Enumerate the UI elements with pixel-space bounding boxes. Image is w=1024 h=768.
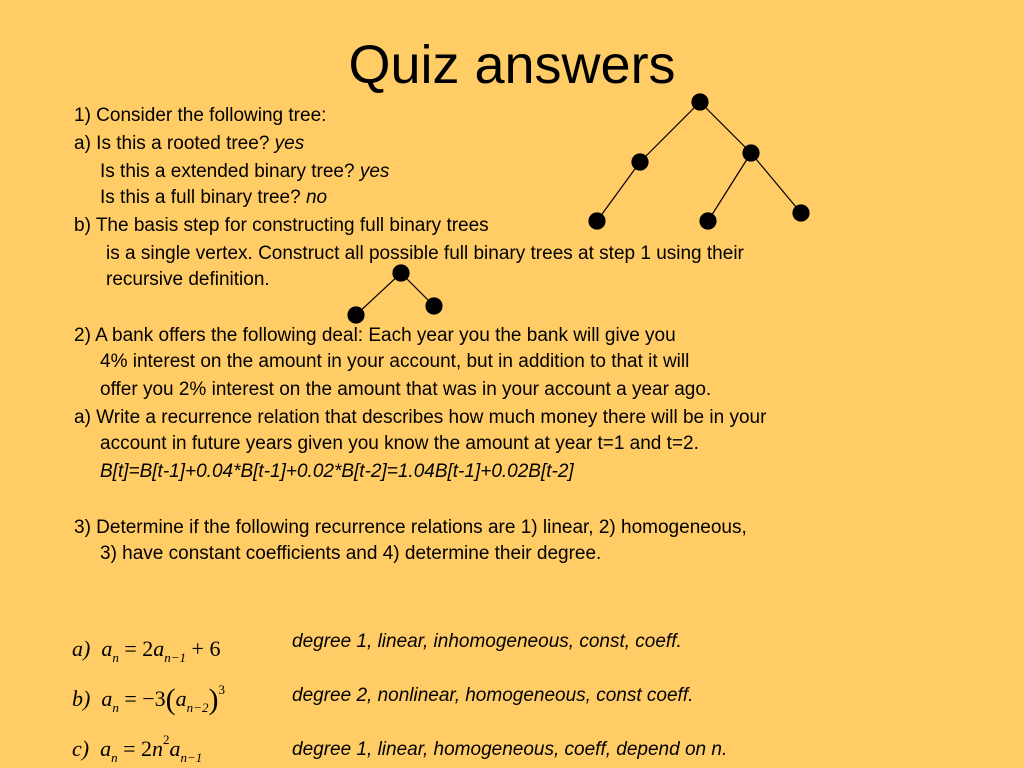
equation-variable: a xyxy=(175,686,187,711)
equation-lhs: a xyxy=(101,686,113,711)
tree-edge xyxy=(356,273,401,315)
q1-b-line1: b) The basis step for constructing full binary trees xyxy=(74,215,489,236)
q1-a-rooted-answer: yes xyxy=(274,133,305,154)
q2-answer: B[t]=B[t-1]+0.04*B[t-1]+0.02*B[t-2]=1.04B[t-1]+0.02B[t-2] xyxy=(100,461,574,482)
tree-edge xyxy=(708,153,751,221)
left-paren: ( xyxy=(165,683,176,716)
equation-variable: a xyxy=(169,736,181,761)
q2-line2: 4% interest on the amount in your account, but in addition to that it will xyxy=(100,351,690,372)
tree-root-node xyxy=(692,94,708,110)
equals-sign: = xyxy=(124,636,137,661)
q3-line2: 3) have constant coefficients and 4) determine their degree. xyxy=(100,543,602,564)
equation-variable-subscript: n−2 xyxy=(186,700,209,715)
equation-label: b) xyxy=(72,686,91,711)
tree-edge xyxy=(640,102,700,162)
tree-root-node xyxy=(393,265,409,281)
equation-b xyxy=(72,684,225,715)
equation-b-answer: degree 2, nonlinear, homogeneous, const coeff. xyxy=(292,685,694,706)
tree-edge xyxy=(700,102,751,153)
equation-variable-subscript: n−1 xyxy=(164,650,187,665)
equation-power: 3 xyxy=(218,682,225,697)
q1-a-full-question: Is this a full binary tree? xyxy=(100,187,306,208)
equation-coefficient: −3 xyxy=(142,686,166,711)
tree-node xyxy=(743,145,759,161)
equation-lhs: a xyxy=(100,736,112,761)
equation-c xyxy=(72,734,202,764)
step1-tree xyxy=(348,265,442,323)
equation-n-variable: n xyxy=(152,736,164,761)
equation-coefficient: 2 xyxy=(142,636,154,661)
slide-title: Quiz answers xyxy=(348,35,676,95)
tree-leaf-node xyxy=(589,213,605,229)
q2-a-line1: a) Write a recurrence relation that describes how much money there will be in your xyxy=(74,407,767,428)
q3-line1: 3) Determine if the following recurrence relations are 1) linear, 2) homogeneous, xyxy=(74,517,747,538)
equation-lhs: a xyxy=(101,636,113,661)
equals-sign: = xyxy=(124,686,137,711)
equation-variable-subscript: n−1 xyxy=(180,750,203,765)
tree-leaf-node xyxy=(426,298,442,314)
q1-a-rooted-question: a) Is this a rooted tree? xyxy=(74,133,275,154)
q2-line1: 2) A bank offers the following deal: Each year you the bank will give you xyxy=(74,325,676,346)
question-tree xyxy=(589,94,809,229)
equation-lhs-subscript: n xyxy=(112,650,119,665)
tree-leaf-node xyxy=(348,307,364,323)
tree-leaf-node xyxy=(700,213,716,229)
q1-a-extended-answer: yes xyxy=(359,161,390,182)
equation-label: a) xyxy=(72,636,91,661)
q1-a-extended-question: Is this a extended binary tree? xyxy=(100,161,360,182)
q2-a-line2: account in future years given you know the amount at year t=1 and t=2. xyxy=(100,433,699,454)
q1-b-line3: recursive definition. xyxy=(106,269,270,290)
equation-label: c) xyxy=(72,736,90,761)
tree-diagrams xyxy=(0,0,1024,340)
right-paren: ) xyxy=(208,683,219,716)
equation-lhs-subscript: n xyxy=(112,700,119,715)
equation-n-power: 2 xyxy=(163,732,170,747)
equation-coefficient: 2 xyxy=(141,736,153,761)
q2-line3: offer you 2% interest on the amount that was in your account a year ago. xyxy=(100,379,712,400)
equation-a xyxy=(72,634,220,664)
equation-variable: a xyxy=(153,636,165,661)
equation-constant-term: + 6 xyxy=(191,636,221,661)
tree-node xyxy=(632,154,648,170)
equation-a-answer: degree 1, linear, inhomogeneous, const, coeff. xyxy=(292,631,682,652)
q1-a-full-answer: no xyxy=(305,187,328,208)
q1-intro: 1) Consider the following tree: xyxy=(74,105,327,126)
tree-edge xyxy=(751,153,801,213)
equation-lhs-subscript: n xyxy=(111,750,118,765)
equals-sign: = xyxy=(123,736,136,761)
q1-b-line2: is a single vertex. Construct all possible full binary trees at step 1 using their xyxy=(106,243,744,264)
equation-c-answer: degree 1, linear, homogeneous, coeff, depend on n. xyxy=(292,739,728,760)
tree-leaf-node xyxy=(793,205,809,221)
tree-edge xyxy=(597,162,640,221)
